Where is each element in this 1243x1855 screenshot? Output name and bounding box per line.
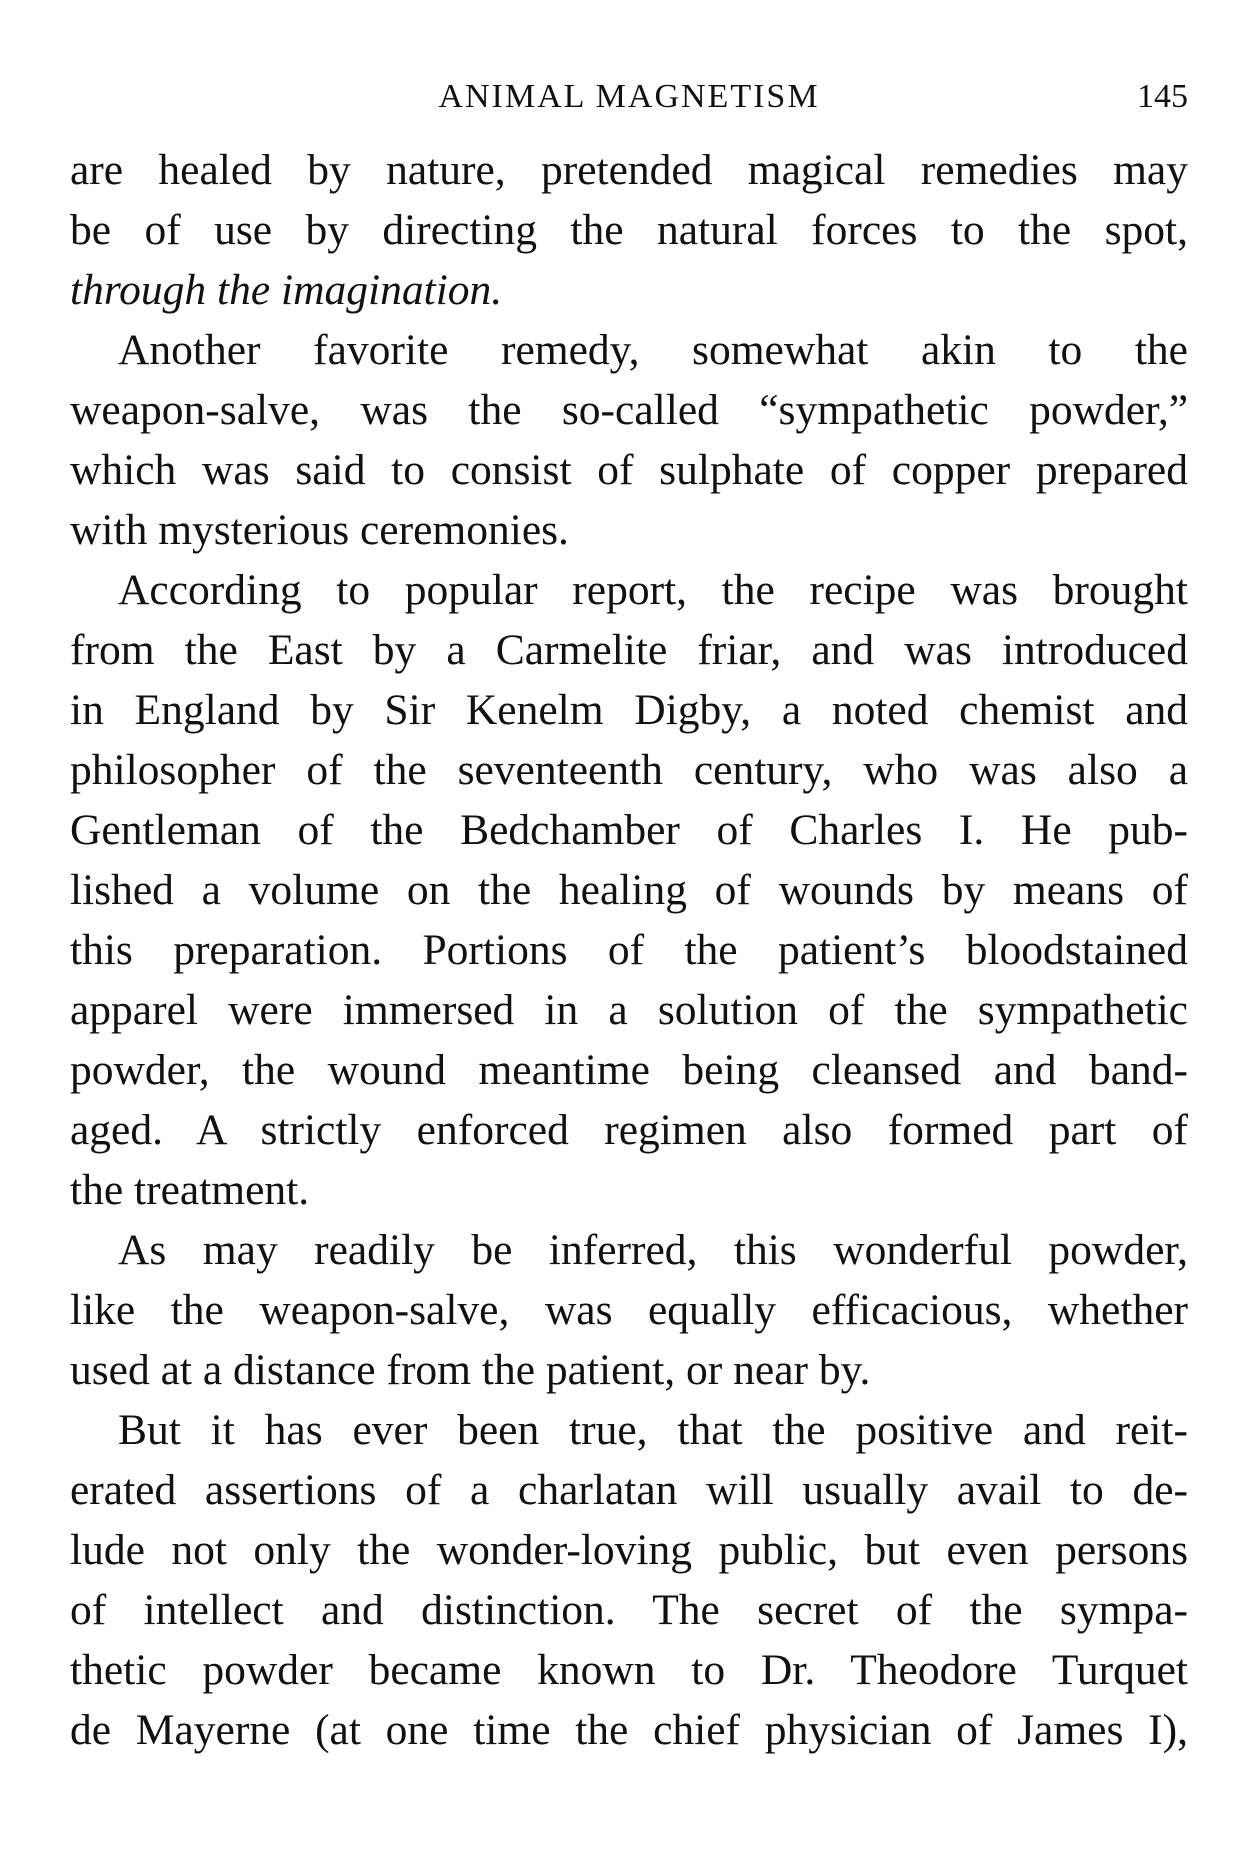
text-line: powder, the wound meantime being cleansed and band- xyxy=(70,1046,1188,1094)
text-line: But it has ever been true, that the positive and reit- xyxy=(118,1406,1188,1454)
running-title: ANIMAL MAGNETISM xyxy=(438,78,820,115)
text-line: Another favorite remedy, somewhat akin to the xyxy=(118,326,1188,374)
text-line: thetic powder became known to Dr. Theodore Turquet xyxy=(70,1646,1188,1694)
text-line: apparel were immersed in a solution of the sympathetic xyxy=(70,986,1188,1034)
text-line: used at a distance from the patient, or near by. xyxy=(70,1346,871,1394)
text-line: lished a volume on the healing of wounds by means of xyxy=(70,866,1188,914)
text-line: be of use by directing the natural forces to the spot, xyxy=(70,206,1188,254)
text-line: de Mayerne (at one time the chief physician of James I), xyxy=(70,1706,1188,1754)
text-line: with mysterious ceremonies. xyxy=(70,506,569,554)
paragraph-3 xyxy=(70,560,1188,1220)
text-line: lude not only the wonder-loving public, but even persons xyxy=(70,1526,1188,1574)
page-number: 145 xyxy=(1137,78,1188,115)
text-line: philosopher of the seventeenth century, who was also a xyxy=(70,746,1188,794)
paragraph-2 xyxy=(70,320,1188,560)
text-line: like the weapon-salve, was equally efficacious, whether xyxy=(70,1286,1188,1334)
body-text xyxy=(70,140,1188,1760)
text-line: erated assertions of a charlatan will usually avail to de- xyxy=(70,1466,1188,1514)
text-line: are healed by nature, pretended magical remedies may xyxy=(70,146,1188,194)
text-line: from the East by a Carmelite friar, and was introduced xyxy=(70,626,1188,674)
text-line: of intellect and distinction. The secret of the sympa- xyxy=(70,1586,1188,1634)
text-line: As may readily be inferred, this wonderful powder, xyxy=(118,1226,1188,1274)
text-line: through the imagination. xyxy=(70,266,503,314)
text-line: weapon-salve, was the so-called “sympathetic powder,” xyxy=(70,386,1188,434)
text-line: the treatment. xyxy=(70,1166,310,1214)
paragraph-4 xyxy=(70,1220,1188,1400)
text-line: in England by Sir Kenelm Digby, a noted chemist and xyxy=(70,686,1188,734)
text-line: which was said to consist of sulphate of copper prepared xyxy=(70,446,1188,494)
text-line: According to popular report, the recipe was brought xyxy=(118,566,1188,614)
paragraph-1 xyxy=(70,140,1188,320)
text-line: aged. A strictly enforced regimen also formed part of xyxy=(70,1106,1188,1154)
text-line: this preparation. Portions of the patient’s bloodstained xyxy=(70,926,1188,974)
running-head xyxy=(70,72,1188,122)
paragraph-5 xyxy=(70,1400,1188,1760)
text-line: Gentleman of the Bedchamber of Charles I. He pub- xyxy=(70,806,1188,854)
